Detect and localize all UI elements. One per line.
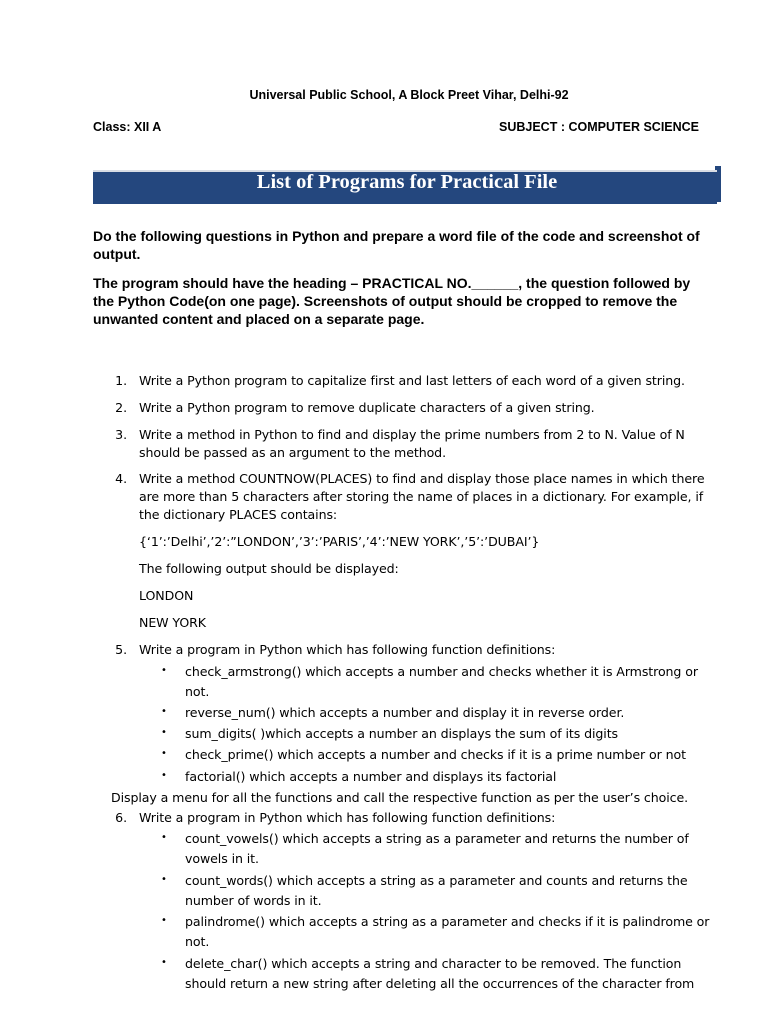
instruction-line: the Python Code(on one page). Screenshots of output should be cropped to remove the [93, 293, 678, 309]
instruction-paragraph-2 [93, 274, 723, 328]
question-number: 2. [115, 400, 127, 415]
bullet-text: reverse_num() which accepts a number and display it in reverse order. [185, 705, 625, 720]
bullet-text: number of words in it. [185, 893, 322, 908]
question-number: 6. [115, 810, 127, 825]
bullet-text: check_prime() which accepts a number and checks if it is a prime number or not [185, 747, 686, 762]
class-label: Class: XII A [93, 120, 162, 134]
question-number: 1. [115, 373, 127, 388]
bullet-icon: • [161, 727, 167, 738]
page-title: List of Programs for Practical File [256, 171, 558, 193]
question-text: are more than 5 characters after storing the name of places in a dictionary. For example, if [139, 489, 704, 504]
output-line: LONDON [139, 588, 194, 603]
bullet-icon: • [161, 748, 167, 759]
bullet-text: count_vowels() which accepts a string as a parameter and returns the number of [185, 831, 689, 846]
bullet-text: palindrome() which accepts a string as a parameter and checks if it is palindrome or [185, 914, 710, 929]
bullet-text: not. [185, 684, 210, 699]
school-name: Universal Public School, A Block Preet Vihar, Delhi-92 [249, 88, 569, 102]
bullet-text: check_armstrong() which accepts a number and checks whether it is Armstrong or [185, 664, 698, 679]
menu-instruction: Display a menu for all the functions and call the respective function as per the user’s choice. [111, 790, 689, 805]
bullet-icon: • [161, 874, 167, 885]
bullet-text: delete_char() which accepts a string and character to be removed. The function [185, 956, 682, 971]
question-text: Write a Python program to remove duplicate characters of a given string. [139, 400, 595, 415]
bullet-icon: • [161, 770, 167, 781]
bullet-icon: • [161, 957, 167, 968]
subject-label: SUBJECT : COMPUTER SCIENCE [499, 120, 700, 134]
bullet-text: should return a new string after deleting all the occurrences of the character from [185, 976, 695, 991]
output-line: NEW YORK [139, 615, 206, 630]
bullet-icon: • [161, 915, 167, 926]
output-intro: The following output should be displayed: [139, 561, 399, 576]
question-text: Write a method in Python to find and display the prime numbers from 2 to N. Value of N [139, 427, 685, 442]
question-number: 5. [115, 642, 127, 657]
bullet-text: count_words() which accepts a string as a parameter and counts and returns the [185, 873, 688, 888]
question-number: 3. [115, 427, 127, 442]
bullet-text: factorial() which accepts a number and displays its factorial [185, 769, 557, 784]
question-text: Write a program in Python which has following function definitions: [139, 810, 556, 825]
bullet-icon: • [161, 832, 167, 843]
bullet-text: not. [185, 934, 210, 949]
instruction-line: unwanted content and placed on a separate page. [93, 311, 425, 327]
question-text: Write a method COUNTNOW(PLACES) to find and display those place names in which there [139, 471, 705, 486]
dictionary-example: {‘1’:’Delhi’,’2’:”LONDON’,’3’:’PARIS’,’4’:’NEW YORK’,’5’:’DUBAI’} [139, 534, 540, 549]
instruction-line: The program should have the heading – PRACTICAL NO.______, the question followed by [93, 275, 691, 291]
bullet-text: sum_digits( )which accepts a number an displays the sum of its digits [185, 726, 618, 741]
question-text: should be passed as an argument to the method. [139, 445, 446, 460]
question-number: 4. [115, 471, 127, 486]
bullet-icon: • [161, 706, 167, 717]
instruction-line: output. [93, 246, 141, 262]
question-text: Write a program in Python which has following function definitions: [139, 642, 556, 657]
bullet-text: vowels in it. [185, 851, 259, 866]
instruction-line: Do the following questions in Python and prepare a word file of the code and screenshot of [93, 228, 700, 244]
bullet-icon: • [161, 665, 167, 676]
title-banner [93, 166, 721, 206]
instruction-paragraph-1 [93, 227, 723, 263]
question-text: the dictionary PLACES contains: [139, 507, 338, 522]
question-text: Write a Python program to capitalize first and last letters of each word of a given string. [139, 373, 685, 388]
